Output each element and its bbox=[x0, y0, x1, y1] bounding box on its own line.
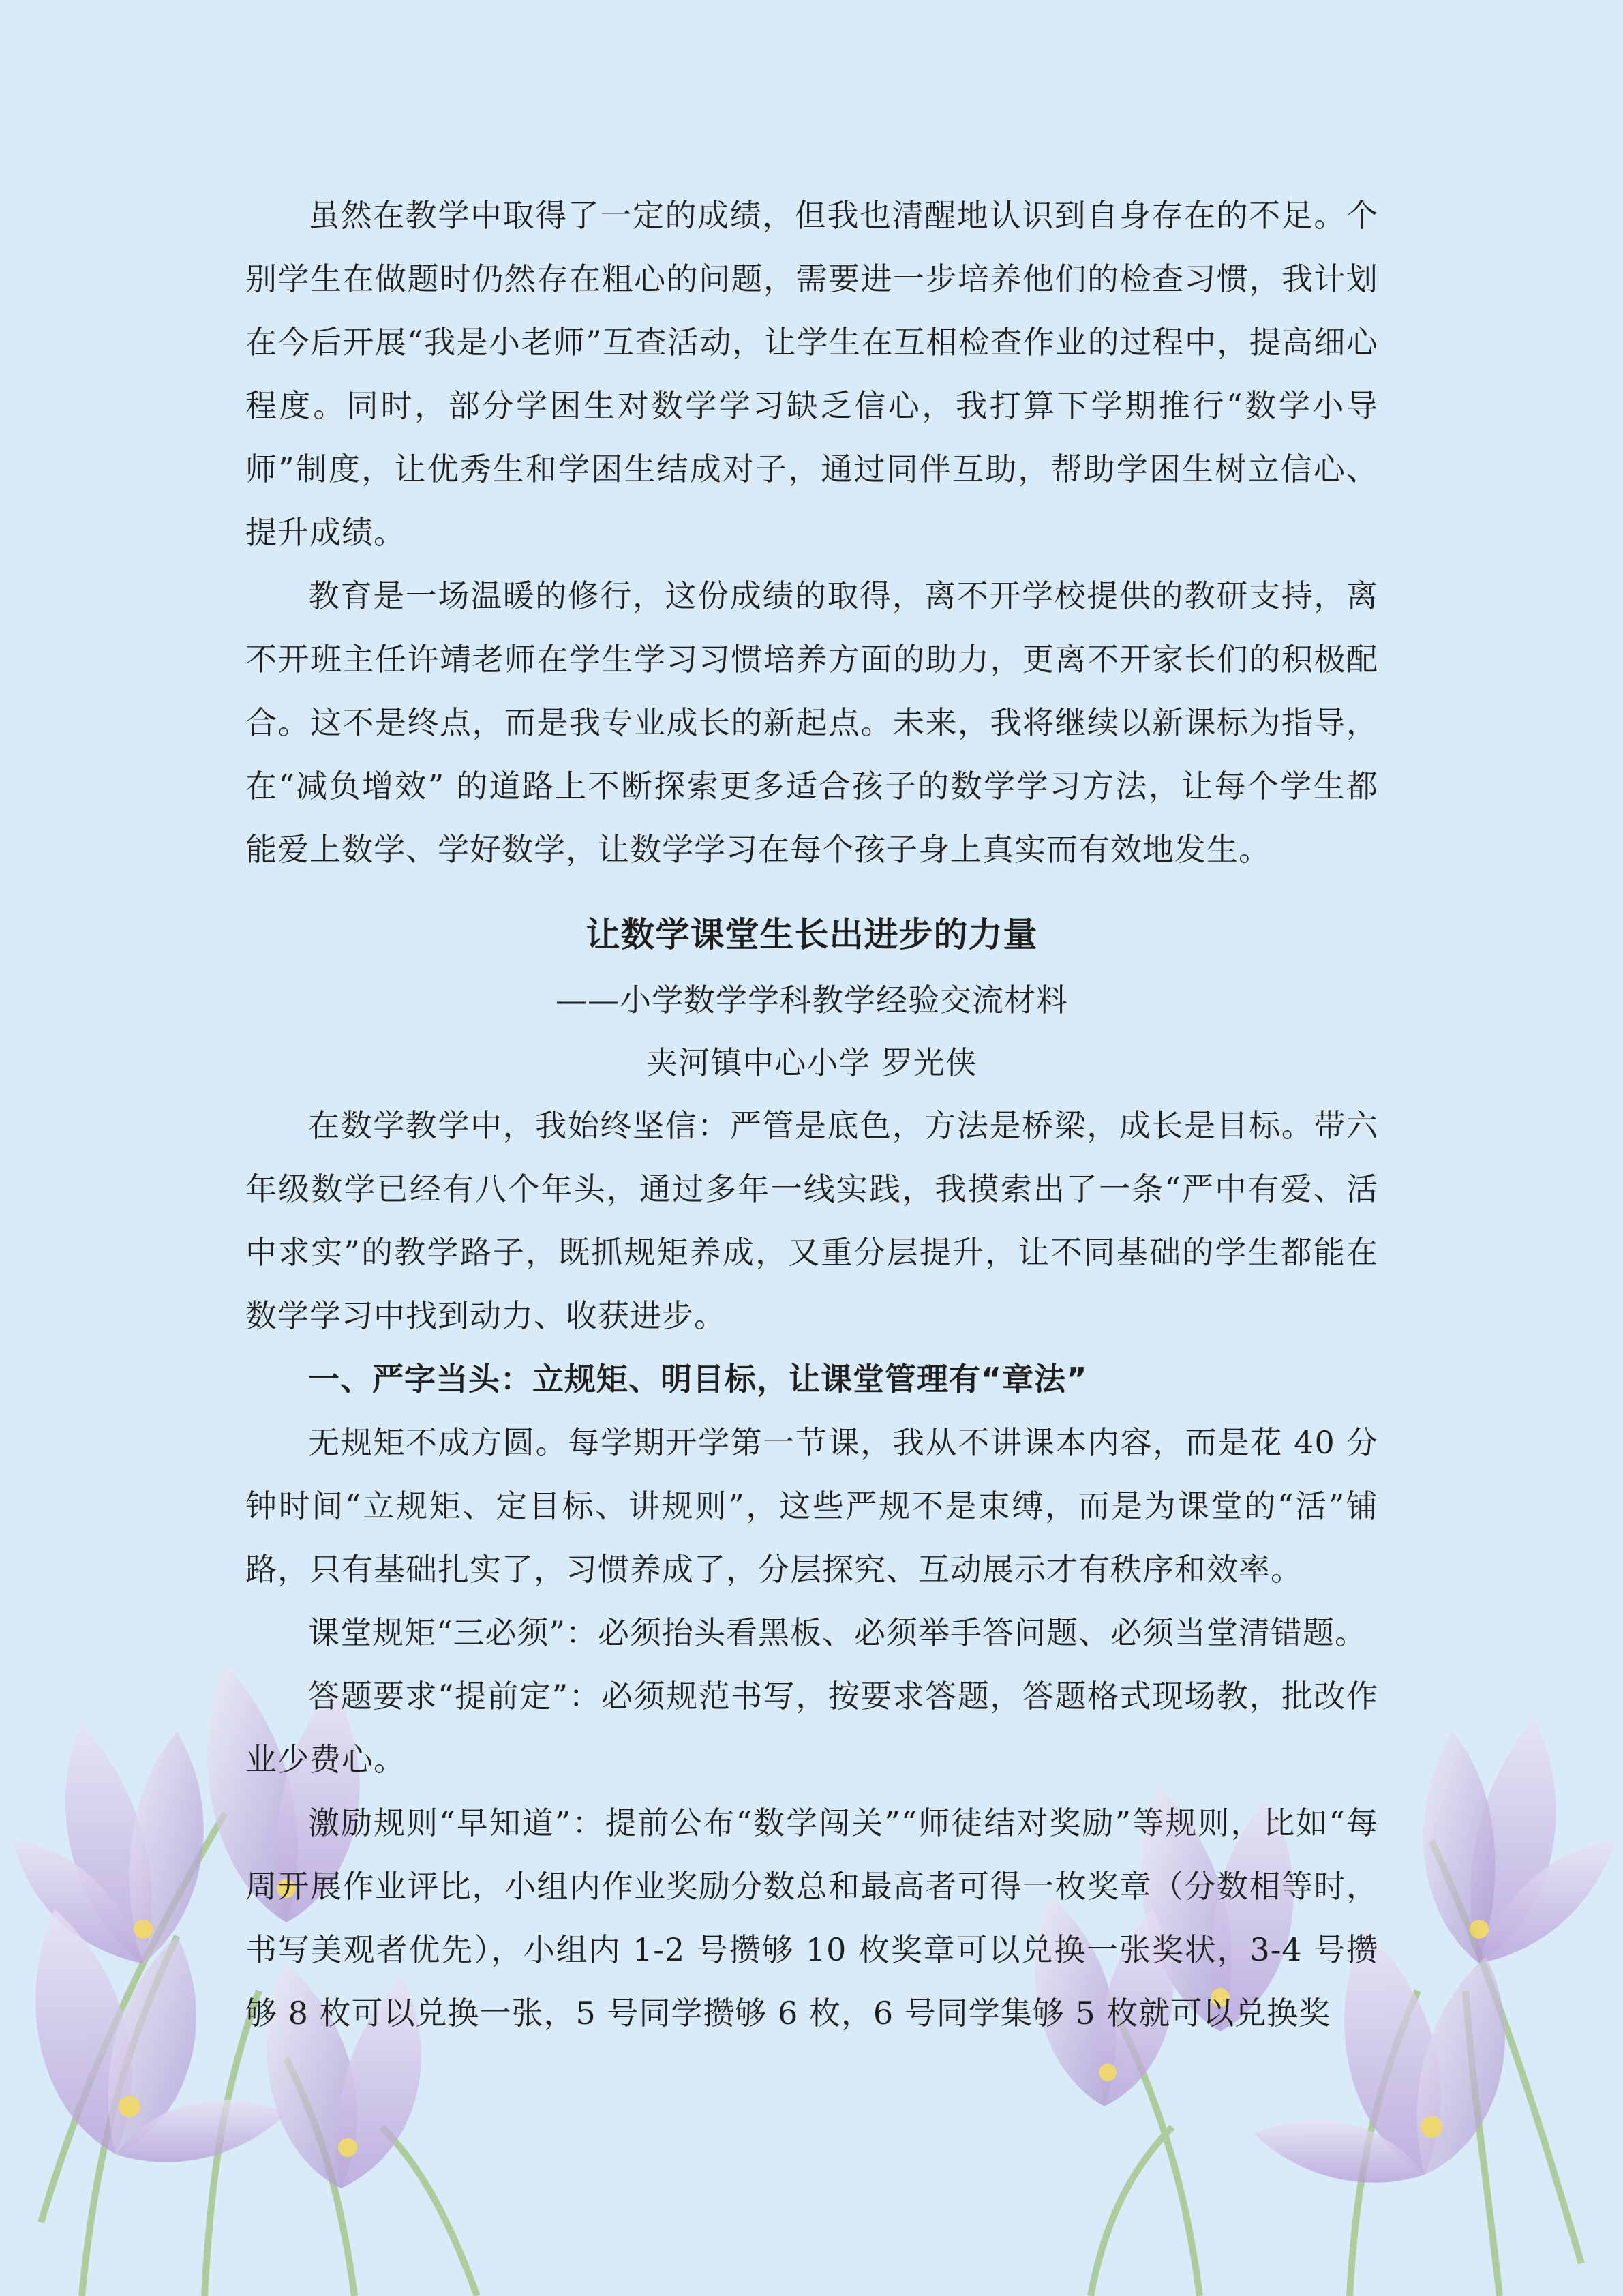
section-heading-1: 一、严字当头：立规矩、明目标，让课堂管理有“章法” bbox=[308, 1361, 1088, 1398]
paragraph-intro: 在数学教学中，我始终坚信：严管是底色，方法是桥梁，成长是目标。带六年级数学已经有八个年头，通过多年一线实践，我摸索出了一条“严中有爱、活中求实”的教学路子，既抓规矩养成，又重分层提升，让不同基础的学生都能在数学学习中找到动力、收获进步。 bbox=[245, 1107, 1378, 1334]
paragraph-rules: 无规矩不成方圆。每学期开学第一节课，我从不讲课本内容，而是花 40 分钟时间“立规矩、定目标、讲规则”，这些严规不是束缚，而是为课堂的“活”铺路，只有基础扎实了，习惯养成了，分层探究、互动展示才有秩序和效率。 bbox=[245, 1424, 1378, 1588]
paragraph-incentive-rules: 激励规则“早知道”：提前公布“数学闯关”“师徒结对奖励”等规则，比如“每周开展作业评比，小组内作业奖励分数总和最高者可得一枚奖章（分数相等时，书写美观者优先），小组内 1-2 号攒够 10 枚奖章可以兑换一张奖状，3-4 号攒够 8 枚可以兑换一张，5 号同学攒够 6 枚，6 号同学集够 5 枚就可以兑换奖 bbox=[245, 1804, 1378, 2031]
crocus-right-1 bbox=[1423, 1718, 1616, 1963]
paragraph-reflection: 虽然在教学中取得了一定的成绩，但我也清醒地认识到自身存在的不足。个别学生在做题时仍然存在粗心的问题，需要进一步培养他们的检查习惯，我计划在今后开展“我是小老师”互查活动，让学生在互相检查作业的过程中，提高细心程度。同时，部分学困生对数学学习缺乏信心，我打算下学期推行“数学小导师”制度，让优秀生和学困生结成对子，通过同伴互助，帮助学困生树立信心、提升成绩。 bbox=[245, 197, 1378, 551]
crocus-left-1 bbox=[14, 1725, 204, 1963]
paragraph-classroom-rules: 课堂规矩“三必须”：必须抬头看黑板、必须举手答问题、必须当堂清错题。 bbox=[308, 1614, 1367, 1651]
article-author: 夹河镇中心小学 罗光侠 bbox=[646, 1044, 977, 1081]
document-body bbox=[245, 184, 1378, 2045]
article-subtitle: ——小学数学学科教学经验交流材料 bbox=[556, 982, 1068, 1018]
paragraph-answer-requirements: 答题要求“提前定”：必须规范书写，按要求答题，答题格式现场教，批改作业少费心。 bbox=[245, 1678, 1378, 1778]
paragraph-conclusion: 教育是一场温暖的修行，这份成绩的取得，离不开学校提供的教研支持，离不开班主任许靖老师在学生学习习惯培养方面的助力，更离不开家长们的积极配合。这不是终点，而是我专业成长的新起点。未来，我将继续以新课标为指导，在“减负增效” 的道路上不断探索更多适合孩子的数学学习方法，让每个学生都能爱上数学、学好数学，让数学学习在每个孩子身上真实而有效地发生。 bbox=[245, 577, 1378, 868]
article-title: 让数学课堂生长出进步的力量 bbox=[586, 915, 1038, 954]
